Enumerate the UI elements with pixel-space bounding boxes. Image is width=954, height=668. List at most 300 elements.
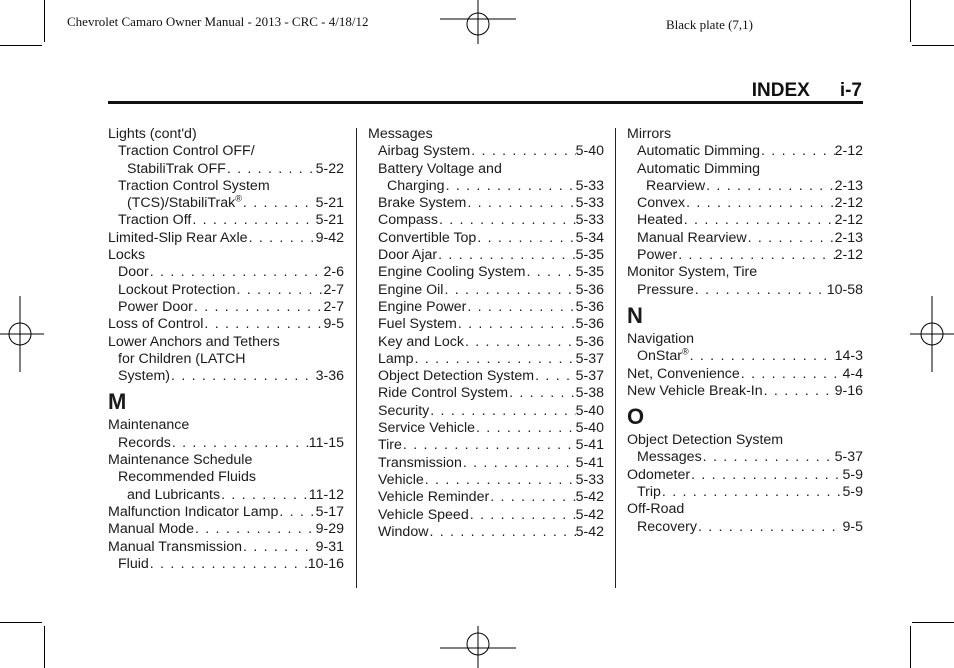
index-entry (627, 178, 863, 195)
entry-label (378, 455, 462, 472)
entry-text: (TCS)/StabiliTrak (127, 195, 236, 212)
entry-text: Rearview (646, 177, 706, 194)
entry-page-ref: 9-5 (842, 518, 863, 535)
index-entry (627, 449, 863, 466)
dot-leader (457, 316, 576, 333)
index-entry (368, 351, 604, 368)
entry-label (378, 230, 476, 247)
entry-label (387, 178, 445, 195)
index-heading (108, 417, 344, 434)
index-entry (368, 299, 604, 316)
entry-text: Tire (378, 437, 402, 454)
index-entry (108, 299, 344, 316)
entry-page-ref: 5-37 (834, 449, 863, 466)
entry-page-ref: 10-58 (826, 281, 863, 298)
entry-text: OnStar (637, 348, 682, 365)
entry-text: Fuel System (378, 316, 457, 333)
entry-label (637, 484, 661, 501)
dot-leader (402, 437, 576, 454)
entry-page-ref: 11-12 (308, 486, 344, 503)
entry-page-ref: 2-7 (323, 298, 344, 315)
entry-page-ref: 9-5 (323, 316, 344, 333)
index-entry (368, 472, 604, 489)
index-entry (368, 316, 604, 333)
entry-label (378, 351, 414, 368)
entry-label (378, 420, 475, 437)
index-entry (108, 435, 344, 452)
index-letter-heading: N (627, 302, 643, 328)
entry-page-ref: 5-22 (315, 160, 344, 177)
entry-page-ref: 5-9 (842, 484, 863, 501)
entry-text: Lockout Protection (118, 281, 236, 298)
entry-page-ref: 2-6 (323, 264, 344, 281)
entry-page-ref: 5-42 (575, 523, 604, 540)
entry-page-ref: 5-33 (575, 471, 604, 488)
index-heading (108, 178, 344, 195)
dot-leader (203, 316, 323, 333)
entry-label (378, 143, 470, 160)
dot-leader (685, 195, 834, 212)
index-heading (627, 161, 863, 178)
dot-leader (437, 247, 575, 264)
index-entry (368, 334, 604, 351)
dot-leader (760, 143, 835, 160)
dot-leader (683, 212, 835, 229)
entry-text: Messages (368, 126, 433, 142)
index-entry (368, 368, 604, 385)
entry-page-ref: 2-12 (834, 143, 863, 160)
entry-page-ref: 5-9 (842, 466, 863, 483)
entry-label (627, 501, 684, 518)
index-entry (108, 212, 344, 229)
entry-text: Engine Oil (378, 281, 444, 298)
entry-label (637, 161, 760, 178)
dot-leader (697, 519, 843, 536)
entry-text: Lamp (378, 350, 414, 367)
index-entry (368, 178, 604, 195)
index-entry (368, 507, 604, 524)
index-column-3 (627, 126, 863, 536)
dot-leader (429, 403, 575, 420)
dot-leader (534, 368, 575, 385)
entry-label (108, 539, 242, 556)
index-entry (108, 316, 344, 333)
entry-text: Key and Lock (378, 333, 464, 350)
entry-text: Off-Road (627, 501, 685, 518)
entry-label (637, 247, 677, 264)
crop-mark (0, 45, 42, 46)
entry-text: Transmission (378, 454, 462, 471)
dot-leader (149, 556, 308, 573)
entry-text: Battery Voltage and (378, 160, 502, 177)
index-column-2 (368, 126, 604, 541)
entry-label (378, 403, 429, 420)
entry-text: Manual Mode (108, 521, 194, 538)
entry-page-ref: 2-7 (323, 281, 344, 298)
entry-label (627, 467, 690, 484)
page-number: i-7 (839, 80, 862, 101)
entry-text: Pressure (637, 281, 694, 298)
entry-page-ref: 5-37 (575, 350, 604, 367)
entry-label (118, 435, 171, 452)
entry-page-ref: 2-12 (834, 212, 863, 229)
dot-leader (489, 489, 575, 506)
index-entry (108, 521, 344, 538)
entry-text: Lower Anchors and Tethers (108, 333, 280, 350)
index-entry (108, 161, 344, 178)
entry-label (378, 161, 502, 178)
entry-text: Engine Power (378, 298, 467, 315)
dot-leader (677, 247, 834, 264)
dot-leader (661, 484, 843, 501)
entry-page-ref: 14-3 (834, 348, 863, 365)
entry-page-ref: 5-36 (575, 333, 604, 350)
dot-leader (424, 472, 576, 489)
section-title: INDEX (751, 80, 810, 101)
entry-page-ref: 5-35 (575, 264, 604, 281)
entry-page-ref: 2-12 (834, 195, 863, 212)
dot-leader (236, 282, 324, 299)
dot-leader (464, 334, 576, 351)
crop-mark (0, 622, 42, 623)
entry-text: Automatic Dimming (637, 160, 760, 177)
entry-label (378, 299, 466, 316)
entry-label (627, 264, 757, 281)
dot-leader (466, 299, 575, 316)
dot-leader (278, 504, 315, 521)
entry-page-ref: 5-40 (575, 402, 604, 419)
entry-text: Door Ajar (378, 247, 438, 264)
entry-label (108, 334, 280, 351)
entry-page-ref: 5-37 (575, 368, 604, 385)
index-entry (627, 383, 863, 400)
entry-label (627, 383, 763, 400)
entry-page-ref: 5-21 (315, 212, 344, 229)
entry-page-ref: 5-38 (575, 385, 604, 402)
entry-text: Power Door (118, 298, 193, 315)
entry-page-ref: 9-16 (834, 382, 863, 399)
dot-leader (428, 524, 575, 541)
dot-leader (170, 368, 316, 385)
entry-label (378, 212, 438, 229)
dot-leader (438, 212, 576, 229)
entry-label (118, 264, 149, 281)
index-heading (108, 126, 344, 143)
entry-label (637, 519, 697, 536)
entry-label (108, 316, 203, 333)
index-heading (627, 331, 863, 348)
dot-leader (508, 385, 575, 402)
entry-text: Records (118, 434, 171, 451)
dot-leader (242, 539, 316, 556)
index-entry (108, 556, 344, 573)
dot-leader (220, 487, 309, 504)
entry-page-ref: 5-36 (575, 298, 604, 315)
entry-text: Net, Convenience (627, 365, 740, 382)
dot-leader (470, 143, 575, 160)
entry-page-ref: 5-42 (575, 506, 604, 523)
entry-page-ref: 5-21 (315, 195, 344, 212)
entry-page-ref: 5-40 (575, 420, 604, 437)
index-heading (108, 351, 344, 368)
entry-page-ref: 5-41 (575, 454, 604, 471)
dot-leader (414, 351, 576, 368)
entry-text: Vehicle Reminder (378, 489, 490, 506)
entry-text: Trip (637, 484, 661, 501)
index-heading (108, 247, 344, 264)
entry-label (118, 299, 193, 316)
index-entry (627, 348, 863, 365)
index-entry (368, 437, 604, 454)
entry-text: Airbag System (378, 143, 471, 160)
dot-leader (740, 366, 843, 383)
entry-text: Fluid (118, 555, 149, 572)
entry-page-ref: 5-41 (575, 437, 604, 454)
dot-leader (193, 299, 324, 316)
entry-text: Traction Control System (118, 177, 270, 194)
entry-page-ref: 2-12 (834, 247, 863, 264)
entry-page-ref: 5-17 (315, 503, 344, 520)
index-heading (627, 501, 863, 518)
entry-label (646, 178, 705, 195)
entry-label (108, 230, 248, 247)
index-column-1 (108, 126, 344, 573)
entry-label (118, 351, 245, 368)
index-entry (108, 264, 344, 281)
crop-mark (910, 0, 911, 42)
dot-leader (690, 467, 842, 484)
entry-label (378, 334, 464, 351)
entry-page-ref: 9-31 (315, 538, 344, 555)
dot-leader (445, 178, 576, 195)
registered-mark: ® (235, 193, 242, 204)
crop-mark (44, 0, 45, 42)
dot-leader (149, 264, 324, 281)
entry-page-ref: 5-36 (575, 281, 604, 298)
index-entry (627, 212, 863, 229)
entry-label (378, 507, 469, 524)
entry-text: Object Detection System (627, 432, 784, 449)
index-entry (368, 212, 604, 229)
entry-label (108, 417, 189, 434)
dot-leader (705, 178, 834, 195)
dot-leader (462, 455, 576, 472)
entry-text: for Children (LATCH (118, 350, 246, 367)
entry-label (118, 143, 255, 160)
entry-label (108, 452, 252, 469)
entry-label (637, 230, 747, 247)
index-heading (627, 432, 863, 449)
dot-leader (171, 435, 309, 452)
entry-text: Malfunction Indicator Lamp (108, 503, 279, 520)
entry-page-ref: 5-42 (575, 489, 604, 506)
entry-text: Recommended Fluids (118, 469, 256, 486)
index-entry (627, 195, 863, 212)
dot-leader (248, 230, 316, 247)
registration-mark-icon (908, 296, 954, 372)
index-entry (368, 420, 604, 437)
entry-text: Heated (637, 212, 683, 229)
entry-text: Recovery (637, 518, 697, 535)
index-letter-heading: M (108, 389, 127, 415)
index-heading (368, 126, 604, 143)
entry-label (378, 385, 508, 402)
entry-label (118, 178, 270, 195)
index-entry (368, 403, 604, 420)
entry-text: Maintenance (108, 417, 190, 434)
entry-text: and Lubricants (127, 486, 221, 503)
index-entry (627, 282, 863, 299)
entry-text: Navigation (627, 330, 695, 347)
entry-label (637, 143, 760, 160)
dot-leader (194, 521, 316, 538)
dot-leader (475, 420, 576, 437)
entry-label (127, 195, 242, 212)
index-entry (368, 264, 604, 281)
entry-text: Service Vehicle (378, 420, 475, 437)
entry-label (378, 472, 424, 489)
index-entry (368, 455, 604, 472)
entry-text: Limited-Slip Rear Axle (108, 229, 248, 246)
index-entry (108, 539, 344, 556)
index-heading (627, 126, 863, 143)
dot-leader (443, 282, 575, 299)
entry-page-ref: 5-35 (575, 247, 604, 264)
dot-leader (763, 383, 835, 400)
registration-mark-icon (440, 0, 516, 46)
dot-leader (525, 264, 575, 281)
entry-label (108, 247, 145, 264)
index-entry (368, 385, 604, 402)
registered-mark: ® (681, 346, 689, 357)
entry-label (118, 556, 149, 573)
entry-page-ref: 5-40 (575, 143, 604, 160)
entry-text: Traction Off (118, 212, 192, 229)
entry-label (378, 489, 489, 506)
entry-page-ref: 5-34 (575, 229, 604, 246)
entry-label (378, 282, 443, 299)
index-entry (368, 230, 604, 247)
dot-leader (702, 449, 835, 466)
entry-page-ref: 5-33 (575, 195, 604, 212)
index-entry (627, 484, 863, 501)
entry-label (118, 368, 170, 385)
crop-mark (910, 626, 911, 668)
index-entry (108, 282, 344, 299)
dot-leader (694, 282, 827, 299)
entry-label (108, 521, 194, 538)
print-header-title: Chevrolet Camaro Owner Manual - 2013 - CRC - 4/18/12 (67, 14, 369, 29)
entry-label (378, 437, 402, 454)
entry-label (637, 195, 685, 212)
crop-mark (44, 626, 45, 668)
index-entry (368, 524, 604, 541)
entry-label (118, 212, 191, 229)
index-entry (108, 368, 344, 385)
entry-label (627, 366, 740, 383)
entry-label (378, 524, 428, 541)
entry-text: Loss of Control (108, 316, 204, 333)
entry-text: Locks (108, 247, 146, 264)
running-head (752, 80, 862, 102)
entry-label (637, 449, 702, 466)
index-entry (627, 247, 863, 264)
index-heading (108, 334, 344, 351)
entry-page-ref: 10-16 (307, 555, 344, 572)
entry-text: Messages (637, 449, 702, 466)
entry-text: Traction Control OFF/ (118, 143, 255, 160)
header-rule (108, 101, 863, 104)
entry-label (118, 282, 236, 299)
entry-label (378, 368, 534, 385)
index-heading (108, 469, 344, 486)
dot-leader (466, 195, 575, 212)
entry-label (627, 126, 671, 143)
entry-text: Brake System (378, 195, 467, 212)
entry-text: Compass (378, 212, 438, 229)
index-heading (108, 452, 344, 469)
entry-text: Monitor System, Tire (627, 264, 758, 281)
dot-leader (469, 507, 576, 524)
entry-text: Manual Transmission (108, 538, 243, 555)
entry-text: Vehicle Speed (378, 506, 469, 523)
registration-mark-icon (440, 622, 516, 668)
index-heading (108, 143, 344, 160)
entry-text: Charging (387, 177, 445, 194)
index-entry (108, 504, 344, 521)
dot-leader (242, 195, 316, 212)
entry-page-ref: 3-36 (315, 368, 344, 385)
entry-label (108, 126, 197, 143)
crop-mark (912, 622, 954, 623)
entry-label (378, 247, 437, 264)
column-divider (615, 128, 616, 588)
dot-leader (226, 161, 316, 178)
entry-text: Window (378, 523, 429, 540)
index-entry (108, 195, 344, 212)
entry-label (627, 432, 783, 449)
entry-text: Convertible Top (378, 229, 477, 246)
dot-leader (476, 230, 575, 247)
index-letter-heading: O (627, 404, 645, 430)
index-entry (368, 282, 604, 299)
index-entry (368, 489, 604, 506)
entry-label (378, 264, 525, 281)
index-entry (627, 519, 863, 536)
entry-label (637, 282, 694, 299)
entry-text: Object Detection System (378, 368, 535, 385)
entry-label (637, 212, 683, 229)
entry-page-ref: 5-36 (575, 316, 604, 333)
entry-label (378, 316, 457, 333)
index-heading (627, 264, 863, 281)
index-heading (368, 161, 604, 178)
entry-text: Door (118, 264, 149, 281)
entry-page-ref: 11-15 (308, 434, 344, 451)
entry-text: Automatic Dimming (637, 143, 760, 160)
index-entry (368, 247, 604, 264)
dot-leader (689, 348, 835, 365)
index-entry (368, 143, 604, 160)
entry-page-ref: 5-33 (575, 177, 604, 194)
entry-text: Engine Cooling System (378, 264, 526, 281)
entry-label (127, 487, 220, 504)
entry-label (378, 195, 466, 212)
entry-page-ref: 9-42 (315, 229, 344, 246)
index-entry (627, 143, 863, 160)
entry-text: StabiliTrak OFF (127, 160, 226, 177)
entry-text: System) (118, 368, 171, 385)
